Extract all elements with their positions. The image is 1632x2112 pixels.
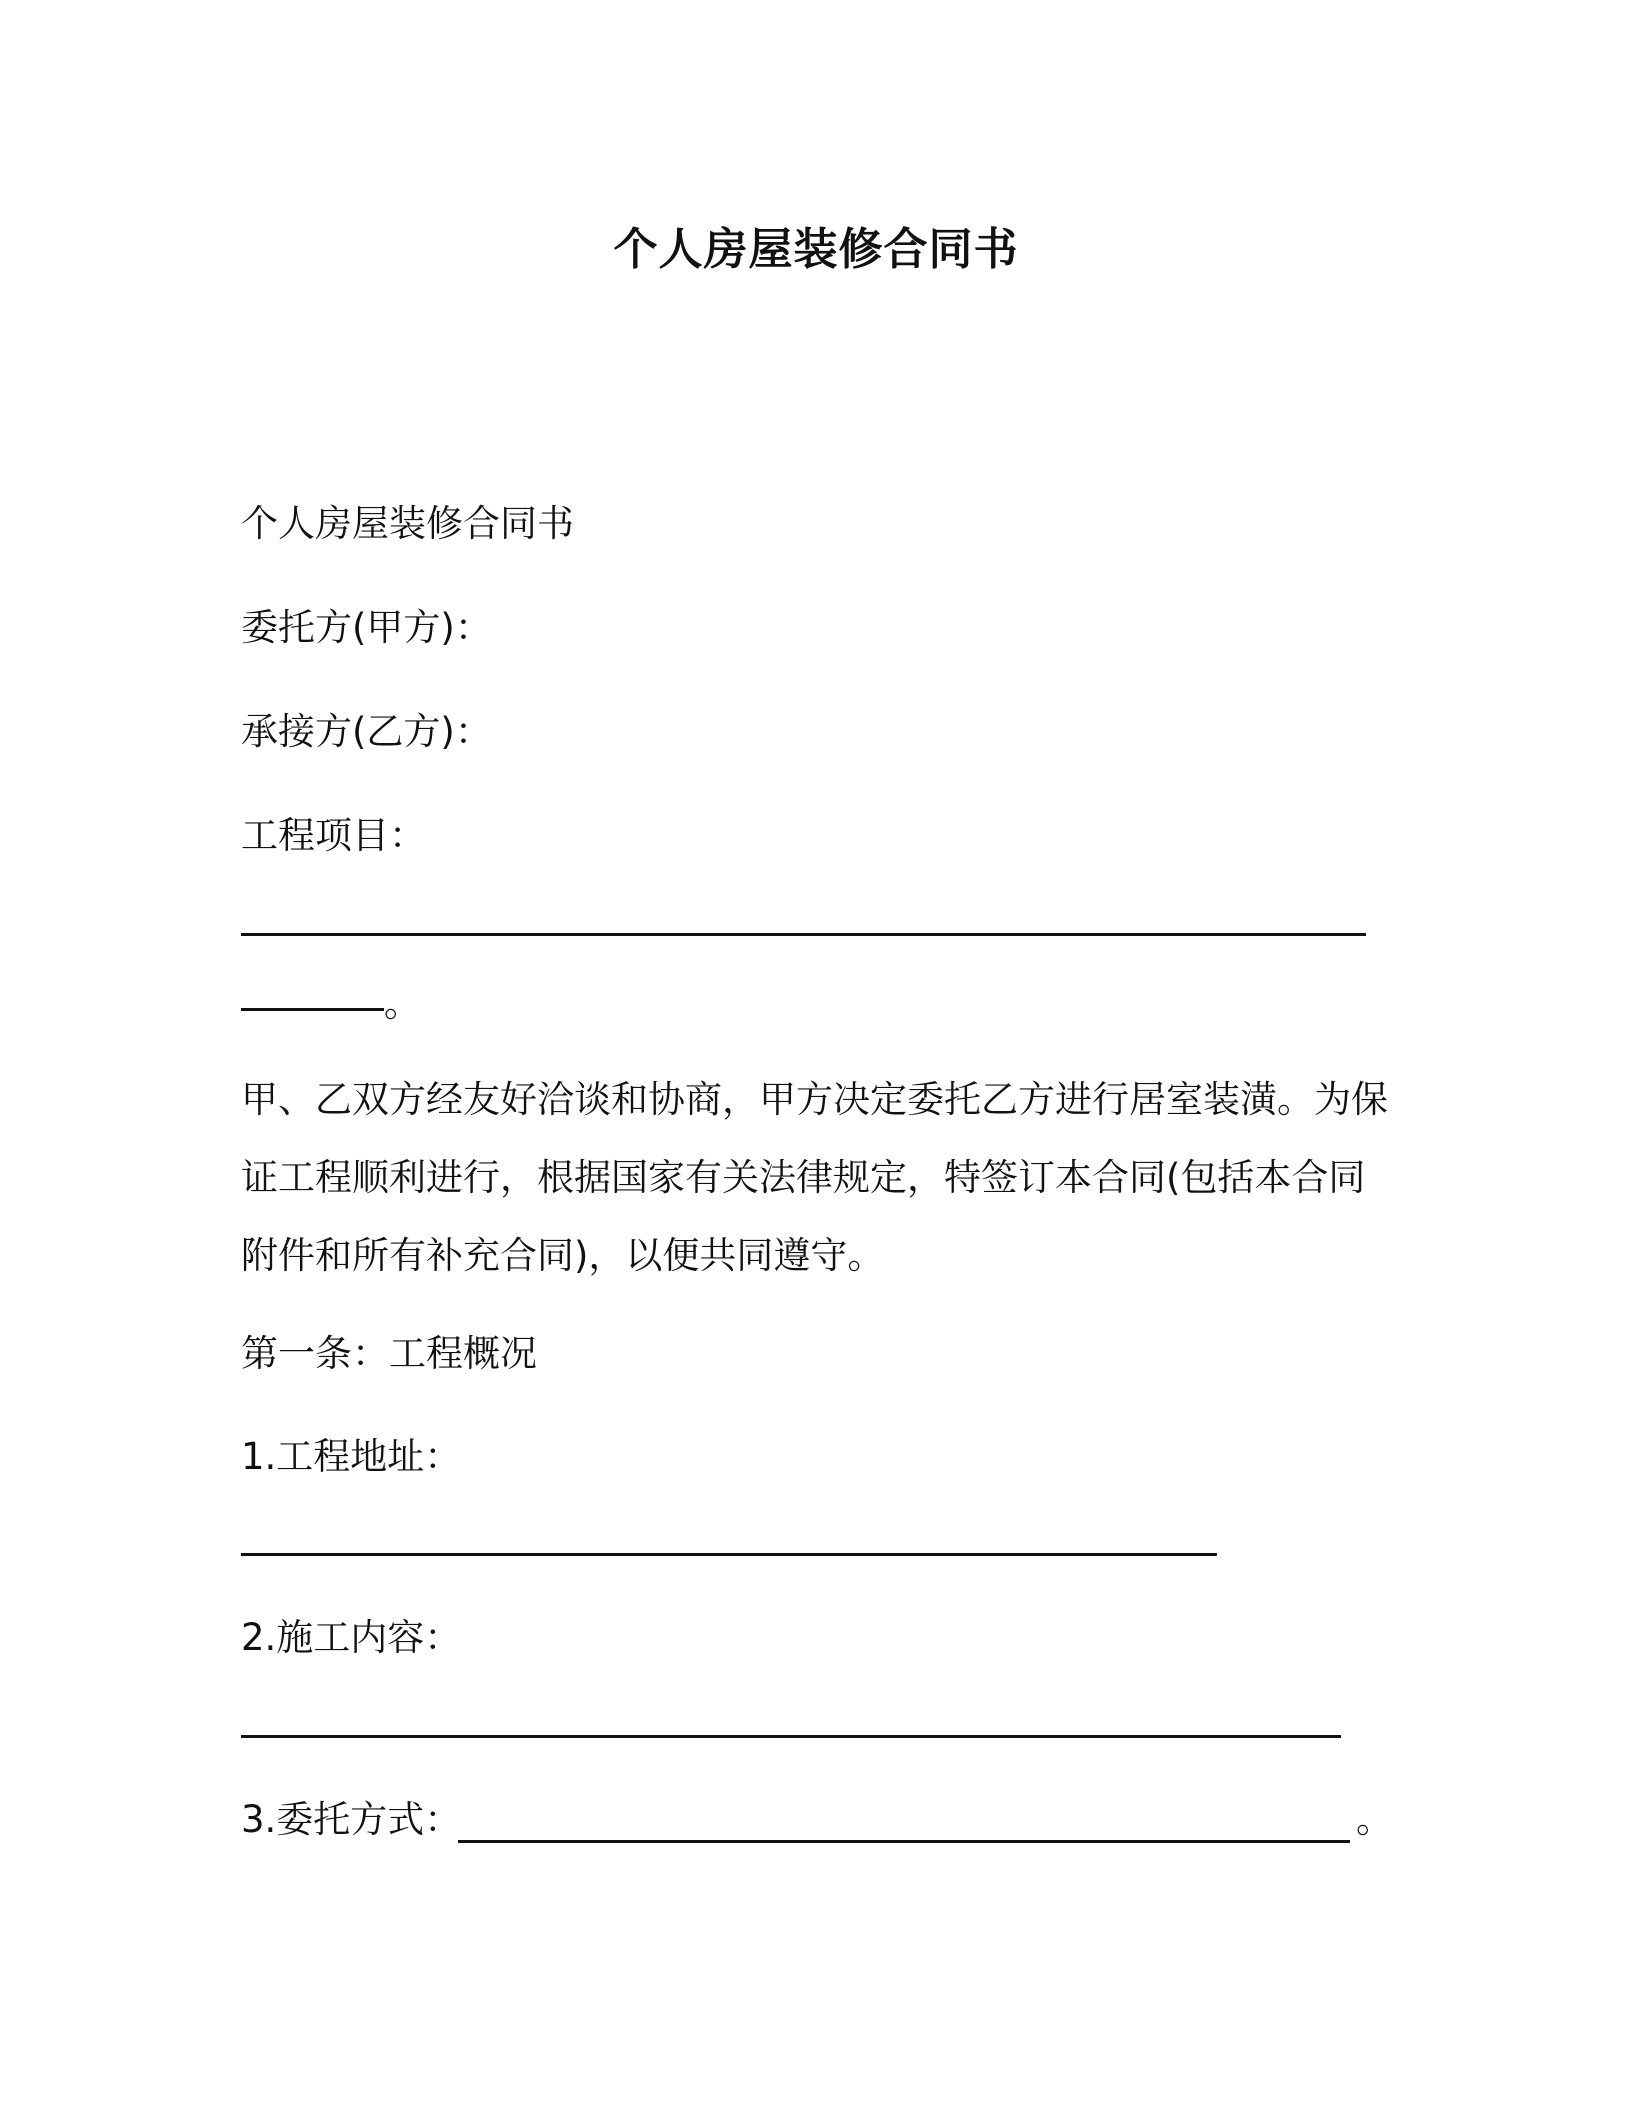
- project-blank-line-2[interactable]: [241, 1008, 384, 1011]
- party-b-label: 承接方(乙方)：: [241, 710, 492, 753]
- project-blank-end: 。: [384, 982, 421, 1025]
- intro-paragraph: 甲、乙双方经友好洽谈和协商，甲方决定委托乙方进行居室装潢。为保证工程顺利进行，根据国家有关法律规定，特签订本合同(包括本合同附件和所有补充合同)，以便共同遵守。: [241, 1078, 1388, 1277]
- project-blank-line-1[interactable]: [241, 933, 1366, 936]
- commission-method-end: 。: [1356, 1798, 1393, 1841]
- commission-method-label: 3.委托方式：: [241, 1798, 462, 1841]
- construction-content-label: 2.施工内容：: [241, 1616, 462, 1659]
- document-title: 个人房屋装修合同书: [613, 224, 1019, 275]
- address-blank-line[interactable]: [241, 1553, 1217, 1556]
- construction-content-blank-line[interactable]: [241, 1735, 1341, 1738]
- address-label: 1.工程地址：: [241, 1435, 462, 1478]
- article1-heading: 第一条：工程概况: [241, 1332, 537, 1375]
- project-label: 工程项目：: [241, 814, 426, 857]
- commission-method-blank-line[interactable]: [458, 1840, 1350, 1843]
- subtitle: 个人房屋装修合同书: [241, 502, 574, 545]
- party-a-label: 委托方(甲方)：: [241, 606, 492, 649]
